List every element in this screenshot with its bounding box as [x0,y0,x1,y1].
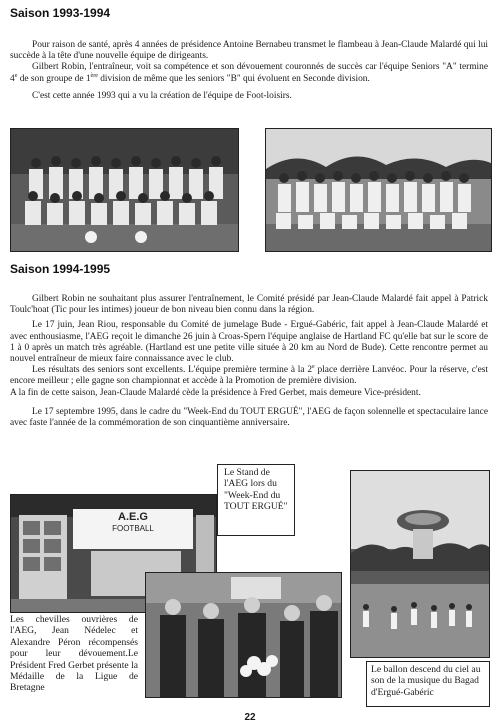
stand-sign [75,511,191,534]
paragraph: Pour raison de santé, après 4 années de présidence Antoine Bernabeu transmet le flambeau à Jean-Claude Malardé qui lui succède à la tête d'une nouvelle équipe de dirigeants. [10,40,488,62]
medal-caption: Les chevilles ouvrières de l'AEG, Jean Nédelec et Alexandre Péron récompensés pour leur dévouement.Le Président Fred Gerbet présente la Médaille de la Ligue de Bretagne [10,614,138,694]
section-1994-1995-text [10,294,488,429]
section-1993-1994-text [10,40,488,102]
paragraph: Le 17 septembre 1995, dans le cadre du "Week-End du TOUT ERGUÉ", l'AEG de façon solennelle et spectaculaire lance avec faste l'année de la commémoration de son cinquantième anniversaire. [10,406,488,429]
team-photo-right [265,128,492,252]
paragraph: Le 17 juin, Jean Riou, responsable du Comité de jumelage Bude - Ergué-Gabéric, fait appel à Jean-Claude Malardé et avec enthousiasme, l'AEG reçoit le dimanche 26 juin à Croas-Spern l'équipe anglaise de Hartland FC qu'elle bat sur le score de 1 à 0 après un match très agréable. (Hartland est une petite ville située à 20 km au Nord de Bude). Cette rencontre permet au nouvel entraîneur de mieux faire connaissance avec le club. [10,320,488,365]
stand-caption: Le Stand de l'AEG lors du "Week-End du TOUT ERGUÉ" [224,467,288,513]
team-photo-left [10,128,239,252]
page-number: 22 [244,712,256,723]
section-title-1994-1995: Saison 1994-1995 [10,262,111,276]
balloon-caption: Le ballon descend du ciel au son de la musique du Bagad d'Ergué-Gabéric [371,664,481,698]
section-title-1993-1994: Saison 1993-1994 [10,6,111,20]
paragraph: Gilbert Robin, l'entraîneur, voit sa compétence et son dévouement couronnés de succès car l'équipe Seniors "A" termine 4e de son groupe de 1ère division de même que les seniors "B" qui évoluent en Seconde division. [10,62,488,84]
medal-ceremony-photo [145,572,342,698]
paragraph: A la fin de cette saison, Jean-Claude Malardé cède la présidence à Fred Gerbet, mais demeure Vice-président. [10,387,421,398]
paragraph: Gilbert Robin ne souhaitant plus assurer l'entraînement, le Comité présidé par Jean-Claude Malardé fait appel à Patrick Toulc'hoat (Tic pour les intimes) joueur de bon niveau bien connu dans la région. [10,294,488,316]
stand-sign-line1: A.E.G [118,511,148,523]
paragraph: Les résultats des seniors sont excellents. L'équipe première termine à la 2e place derrière Lanvéoc. Pour la réserve, c'est encore meilleur ; elle gagne son championnat et accède à la Promotion de première division. [10,364,488,387]
paragraph: C'est cette année 1993 qui a vu la création de l'équipe de Foot-loisirs. [32,90,292,101]
stand-sign-line2: FOOTBALL [112,524,154,533]
balloon-photo [350,470,490,658]
